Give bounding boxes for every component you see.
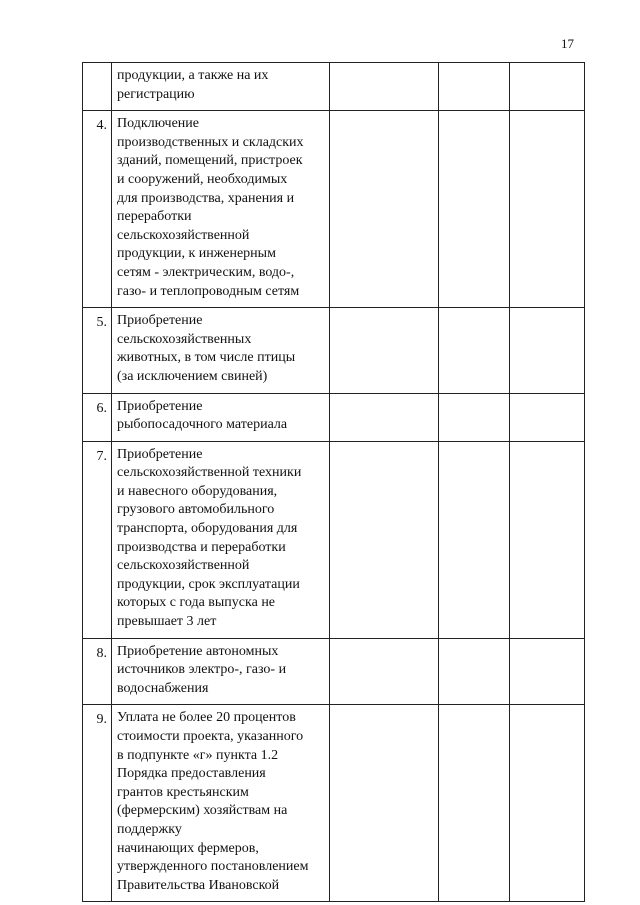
empty-cell [330, 111, 439, 308]
row-description: Приобретение автономных источников электро-, газо- и водоснабжения [112, 638, 330, 705]
table-row [83, 393, 585, 441]
cost-items-table [82, 62, 585, 902]
empty-cell [510, 393, 585, 441]
empty-cell [330, 441, 439, 638]
empty-cell [439, 638, 510, 705]
table-row [83, 638, 585, 705]
empty-cell [510, 441, 585, 638]
row-number: 5. [83, 308, 112, 393]
empty-cell [330, 308, 439, 393]
row-number: 7. [83, 441, 112, 638]
table-row [83, 441, 585, 638]
empty-cell [439, 308, 510, 393]
table-row [83, 111, 585, 308]
row-description: Подключение производственных и складских зданий, помещений, пристроек и сооружений, необходимых для производства, хранения и переработки сельскохозяйственной продукции, к инженерным сетям - электрическим, водо-, газо- и теплопроводным сетям [112, 111, 330, 308]
empty-cell [439, 393, 510, 441]
row-description: Приобретение рыбопосадочного материала [112, 393, 330, 441]
row-number: 8. [83, 638, 112, 705]
empty-cell [439, 441, 510, 638]
empty-cell [510, 111, 585, 308]
row-description: продукции, а также на их регистрацию [112, 63, 330, 111]
row-description: Уплата не более 20 процентов стоимости проекта, указанного в подпункте «г» пункта 1.2 Порядка предоставления грантов крестьянским (фермерским) хозяйствам на поддержку начинающих фермеров, утвержденного постановлением Правительства Ивановской [112, 705, 330, 902]
row-number: 9. [83, 705, 112, 902]
empty-cell [439, 63, 510, 111]
row-description: Приобретение сельскохозяйственной техники и навесного оборудования, грузового автомобильного транспорта, оборудования для производства и переработки сельскохозяйственной продукции, срок эксплуатации которых с года выпуска не превышает 3 лет [112, 441, 330, 638]
empty-cell [330, 705, 439, 902]
empty-cell [510, 705, 585, 902]
page-number: 17 [561, 36, 574, 51]
row-number [83, 63, 112, 111]
empty-cell [330, 393, 439, 441]
table-row [83, 308, 585, 393]
row-number: 6. [83, 393, 112, 441]
empty-cell [330, 638, 439, 705]
empty-cell [439, 705, 510, 902]
table-row [83, 63, 585, 111]
table-row [83, 705, 585, 902]
empty-cell [510, 63, 585, 111]
empty-cell [439, 111, 510, 308]
empty-cell [510, 308, 585, 393]
row-number: 4. [83, 111, 112, 308]
empty-cell [330, 63, 439, 111]
empty-cell [510, 638, 585, 705]
row-description: Приобретение сельскохозяйственных животных, в том числе птицы (за исключением свиней) [112, 308, 330, 393]
